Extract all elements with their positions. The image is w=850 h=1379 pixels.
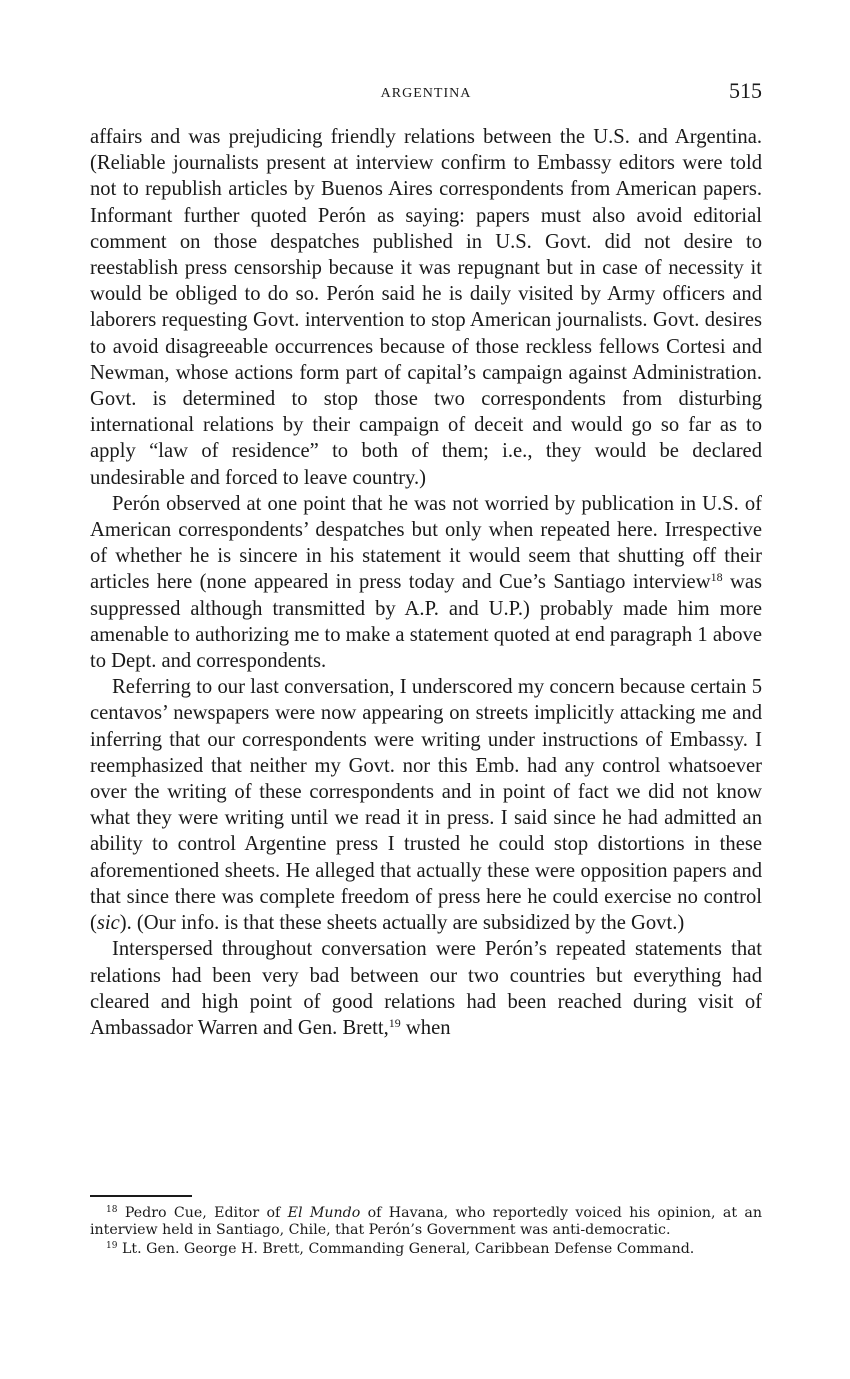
footnote-18-mark: 18 <box>106 1205 118 1215</box>
paragraph-4-text-a: Interspersed throughout conversation were Perón’s repeated statements that relations had been very bad between our two countries but everything had cleared and high point of good relations had been reached during visit of Ambassador Warren and Gen. Brett, <box>90 938 762 1039</box>
paragraph-3-text-a: Referring to our last conversation, I underscored my concern because certain 5 centavos’ newspapers were now appearing on streets implicitly attacking me and inferring that our correspondents were writing under instructions of Embassy. I reemphasized that neither my Govt. nor this Emb. had any control whatsoever over the writing of these correspondents and in point of fact we did not know what they were writing until we read it in press. I said since he had admitted an ability to control Argentine press I trusted he could stop distortions in these aforementioned sheets. He alleged that actually these were opposition papers and that since there was complete freedom of press here he could exercise no control ( <box>90 676 762 935</box>
page-number: 515 <box>729 78 762 103</box>
body-text <box>90 124 762 1041</box>
footnote-19 <box>90 1241 762 1258</box>
page-header <box>90 78 762 110</box>
footnote-18-title: El Mundo <box>287 1205 361 1221</box>
paragraph-4-text-b: when <box>400 1016 451 1039</box>
sic-italic: sic <box>96 912 120 935</box>
footnote-18 <box>90 1205 762 1239</box>
footnote-19-text: Lt. Gen. George H. Brett, Commanding General, Caribbean Defense Command. <box>121 1241 695 1257</box>
footnote-19-mark: 19 <box>106 1241 118 1251</box>
paragraph-3-text-b: ). (Our info. is that these sheets actually are subsidized by the Govt.) <box>119 912 685 935</box>
footnotes <box>90 1205 762 1260</box>
running-head: ARGENTINA <box>380 86 472 101</box>
paragraph-2-text-a: Perón observed at one point that he was not worried by publication in U.S. of American correspondents’ despatches but only when repeated here. Irrespective of whether he is sincere in his statement it would seem that shutting off their articles here (none appeared in press today and Cue’s Santiago interview <box>90 492 762 594</box>
footnote-ref-19[interactable]: 19 <box>388 1015 401 1030</box>
paragraph-1: affairs and was prejudicing friendly relations between the U.S. and Argentina. (Reliable journalists present at interview confirm to Embassy editors were told not to republish articles by Buenos Aires correspondents from American papers. Informant further quoted Perón as saying: papers must also avoid editorial comment on those despatches published in U.S. Govt. did not desire to reestablish press censorship because it was repugnant but in case of necessity it would be obliged to do so. Perón said he is daily visited by Army officers and laborers requesting Govt. intervention to stop American journalists. Govt. desires to avoid disagreeable occurrences because of those reckless fellows Cortesi and Newman, whose actions form part of capital’s campaign against Administration. Govt. is determined to stop those two correspondents from disturbing international relations by their campaign of deceit and would go so far as to apply “law of residence” to both of them; i.e., they would be declared undesirable and forced to leave country.) <box>90 126 762 489</box>
paragraph-2-text-b: was suppressed although transmitted by A.P. and U.P.) probably made him more amenable to authorizing me to make a statement quoted at end paragraph 1 above to Dept. and correspondents. <box>90 571 762 673</box>
paragraph-2 <box>90 491 762 674</box>
paragraph-4 <box>90 936 762 1041</box>
footnote-18-text-a: Pedro Cue, Editor of <box>124 1205 288 1221</box>
footnote-ref-18[interactable]: 18 <box>710 570 723 585</box>
footnote-18-text-b: of Havana, who reportedly voiced his opinion, at an interview held in Santiago, Chile, that Perón’s Government was anti-democratic. <box>90 1205 762 1238</box>
footnote-divider <box>90 1195 192 1197</box>
paragraph-3 <box>90 674 762 936</box>
